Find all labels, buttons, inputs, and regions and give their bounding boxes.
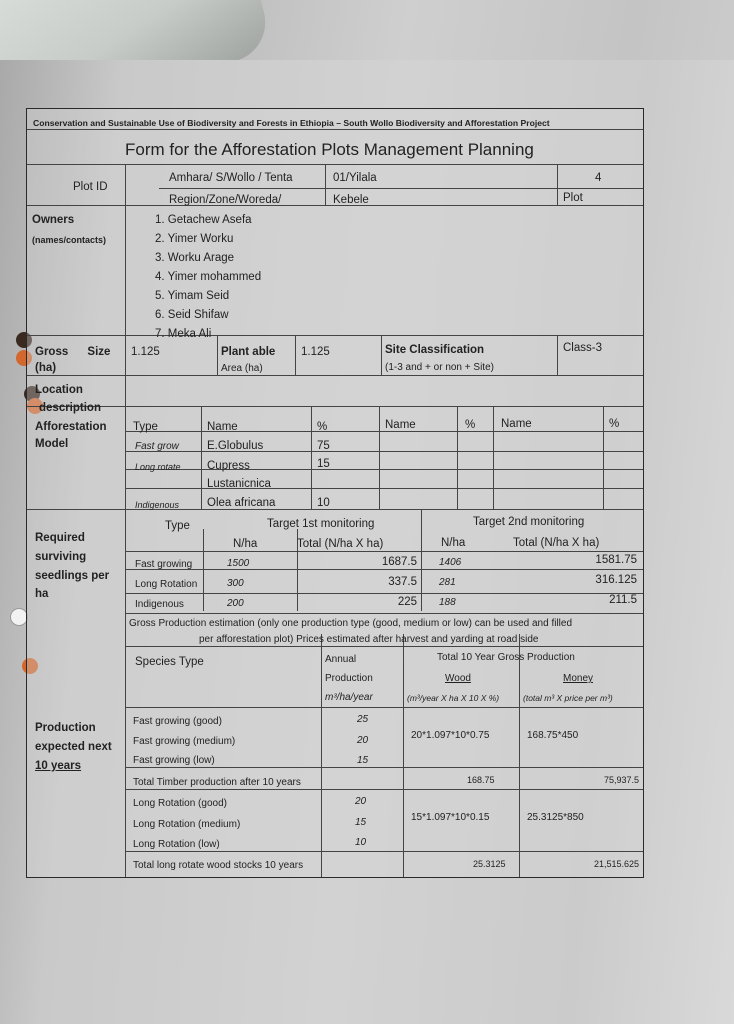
seedling-row-t2: 316.125 xyxy=(595,574,637,586)
long-rotation-wood-calc: 15*1.097*10*0.15 xyxy=(411,812,490,823)
afforestation-model-label-2: Model xyxy=(35,438,69,450)
total-timber-label: Total Timber production after 10 years xyxy=(133,777,301,788)
fast-growing-medium: Fast growing (medium) xyxy=(133,736,236,747)
kebele-label: Kebele xyxy=(333,194,369,206)
model-head-pct-2: % xyxy=(465,419,476,431)
owners-label: Owners xyxy=(32,214,75,226)
fast-growing-wood-calc: 20*1.097*10*0.75 xyxy=(411,730,490,741)
wood-header: Wood xyxy=(445,673,471,684)
production-note: Gross Production estimation (only one production type (good, medium or low) can be used and filled xyxy=(129,618,573,629)
production-label: Production xyxy=(35,722,96,734)
fast-growing-low-value: 15 xyxy=(357,755,369,766)
owner-item: 7. Meka Ali xyxy=(155,328,212,340)
seedlings-label: Required xyxy=(35,532,85,544)
model-head-name-3: Name xyxy=(501,418,532,430)
model-row3-name: Olea africana xyxy=(207,497,276,509)
seedling-row-t1: 337.5 xyxy=(388,576,417,588)
money-header: Money xyxy=(563,673,594,684)
seedling-row-t2: 211.5 xyxy=(609,594,637,606)
target-1st-monitoring: Target 1st monitoring xyxy=(267,518,375,530)
long-rotation-low: Long Rotation (low) xyxy=(133,839,220,850)
model-row1-name: E.Globulus xyxy=(207,440,264,452)
plot-id-label: Plot ID xyxy=(73,181,108,193)
seedling-row-n1: 200 xyxy=(227,598,244,609)
money-formula: (total m³ X price per m³) xyxy=(523,693,613,703)
total-long-label: Total long rotate wood stocks 10 years xyxy=(133,860,304,871)
long-rotation-good: Long Rotation (good) xyxy=(133,798,227,809)
plantable-label: Plant able xyxy=(221,346,276,358)
seedling-row-n1: 300 xyxy=(227,578,244,589)
model-row1-pct: 75 xyxy=(317,440,330,452)
production-label-3: 10 years xyxy=(35,760,82,772)
owner-item: 1. Getachew Asefa xyxy=(155,214,252,226)
model-head-type: Type xyxy=(133,421,158,433)
long-rotation-medium: Long Rotation (medium) xyxy=(133,819,241,830)
seedlings-label-3: seedlings per xyxy=(35,570,110,582)
model-row2-name-b: Lustanicnica xyxy=(207,478,271,490)
annual-header-unit: m³/ha/year xyxy=(325,692,373,703)
owner-item: 5. Yimam Seid xyxy=(155,290,230,302)
seedling-row-type: Indigenous xyxy=(135,599,184,610)
project-header: Conservation and Sustainable Use of Biodiversity and Forests in Ethiopia – South Wollo Biodiversity and Afforestation Project xyxy=(33,118,550,128)
gross-size-label: Gross Size xyxy=(35,346,111,358)
plantable-value: 1.125 xyxy=(301,346,330,358)
kebele-value: 01/Yilala xyxy=(333,172,377,184)
production-note-2: per afforestation plot) Prices estimated after harvest and yarding at road side xyxy=(199,634,539,645)
model-head-name: Name xyxy=(207,421,238,433)
owner-item: 6. Seid Shifaw xyxy=(155,309,229,321)
gross-size-value: 1.125 xyxy=(131,346,160,358)
model-row2-pct: 15 xyxy=(317,458,330,470)
region-label: Region/Zone/Woreda/ xyxy=(169,194,282,206)
seedling-row-n1: 1500 xyxy=(227,558,250,569)
seedling-row-t2: 1581.75 xyxy=(595,554,637,566)
site-class-value: Class-3 xyxy=(563,342,602,354)
owner-item: 2. Yimer Worku xyxy=(155,233,234,245)
seedlings-nha-1: N/ha xyxy=(233,538,258,550)
location-label: Location xyxy=(35,384,83,396)
fast-growing-money-calc: 168.75*450 xyxy=(527,730,579,741)
model-head-pct-3: % xyxy=(609,418,620,430)
plot-label: Plot xyxy=(563,192,583,204)
seedlings-total-1: Total (N/ha X ha) xyxy=(297,538,384,550)
plantable-sub: Area (ha) xyxy=(221,363,263,374)
model-row2-type: Long rotate xyxy=(135,462,181,472)
seedlings-nha-2: N/ha xyxy=(441,537,466,549)
total-long-wood: 25.3125 xyxy=(473,859,506,869)
seedling-row-t1: 1687.5 xyxy=(381,556,417,568)
fast-growing-medium-value: 20 xyxy=(357,735,369,746)
seedlings-label-4: ha xyxy=(35,588,49,600)
model-row1-type: Fast grow xyxy=(135,441,179,452)
site-class-label: Site Classification xyxy=(385,344,485,356)
model-row2-name: Cupress xyxy=(207,460,250,472)
production-label-2: expected next xyxy=(35,741,112,753)
target-2nd-monitoring: Target 2nd monitoring xyxy=(473,516,585,528)
fast-growing-low: Fast growing (low) xyxy=(133,755,215,766)
seedlings-total-2: Total (N/ha X ha) xyxy=(513,537,600,549)
owner-item: 3. Worku Arage xyxy=(155,252,235,264)
model-row3-type: Indigenous xyxy=(135,500,180,510)
model-head-pct: % xyxy=(317,421,328,433)
model-row3-pct: 10 xyxy=(317,497,330,509)
seedling-row-n2: 1406 xyxy=(439,557,462,568)
owners-sublabel: (names/contacts) xyxy=(32,235,107,245)
seedling-row-type: Fast growing xyxy=(135,559,193,570)
fast-growing-good: Fast growing (good) xyxy=(133,716,222,727)
site-class-sub: (1-3 and + or non + Site) xyxy=(385,362,494,373)
seedling-row-n2: 188 xyxy=(439,597,456,608)
plot-value: 4 xyxy=(595,172,602,184)
species-type-header: Species Type xyxy=(135,656,204,668)
long-rotation-good-value: 20 xyxy=(355,796,367,807)
annual-header: Annual xyxy=(325,654,357,665)
long-rotation-medium-value: 15 xyxy=(355,817,367,828)
management-planning-form xyxy=(26,108,644,878)
annual-header-2: Production xyxy=(325,673,373,684)
wood-formula: (m³/year X ha X 10 X %) xyxy=(407,693,500,703)
total-10-year-header: Total 10 Year Gross Production xyxy=(437,652,575,663)
location-description-label: description xyxy=(39,402,101,414)
seedlings-col-type: Type xyxy=(165,520,190,532)
seedling-row-type: Long Rotation xyxy=(135,579,198,590)
long-rotation-low-value: 10 xyxy=(355,837,367,848)
owner-item: 4. Yimer mohammed xyxy=(155,271,262,283)
seedling-row-t1: 225 xyxy=(397,596,417,608)
total-long-money: 21,515.625 xyxy=(593,859,639,869)
seedling-row-n2: 281 xyxy=(439,577,456,588)
total-timber-wood: 168.75 xyxy=(467,775,495,785)
long-rotation-money-calc: 25.3125*850 xyxy=(527,812,584,823)
gross-size-unit: (ha) xyxy=(35,362,57,374)
form-title: Form for the Afforestation Plots Management Planning xyxy=(125,140,534,159)
model-head-name-2: Name xyxy=(385,419,416,431)
total-timber-money: 75,937.5 xyxy=(603,775,639,785)
seedlings-label-2: surviving xyxy=(35,551,87,563)
region-value: Amhara/ S/Wollo / Tenta xyxy=(169,172,293,184)
fast-growing-good-value: 25 xyxy=(357,714,369,725)
afforestation-model-label: Afforestation xyxy=(35,421,107,433)
